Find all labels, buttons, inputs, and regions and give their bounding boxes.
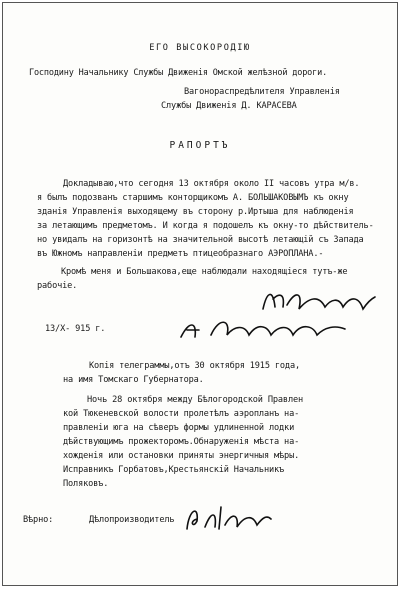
body-line: рабочіе.	[37, 281, 78, 291]
signature-bolshakov	[179, 315, 349, 343]
body-line: Кромѣ меня и Большакова,еще наблюдали находящіеся тутъ-же	[61, 267, 348, 277]
telegram-line: дѣйствующимъ прожекторомъ.Обнаруженія мѣста на-	[63, 437, 300, 447]
body-line: я былъ подозванъ старшимъ конторщикомъ А. БОЛЬШАКОВЫМЪ къ окну	[37, 193, 349, 203]
reference-number: 13/X- 915 г.	[45, 324, 106, 334]
telegram-line: Исправникъ Горбатовъ,Крестьянскій Начальникъ	[63, 465, 285, 475]
verification-mark: Вѣрно:	[23, 515, 54, 525]
body-line: въ Южномъ направленіи предметъ птицеобразнаго АЭРОПЛАНА.-	[37, 249, 324, 259]
body-line: зданія Управленія выходящему въ сторону р.Иртыша для наблюденія	[37, 207, 354, 217]
document-page	[2, 2, 398, 586]
sender-line-2: Службы Движенія Д. КАРАСЕВА	[161, 101, 297, 111]
telegram-line: правленіи юга на сѣверъ формы удлиненной лодки	[63, 423, 295, 433]
sender-line-1: Вагонораспредѣлителя Управленія	[184, 87, 340, 97]
telegram-line: Поляковъ.	[63, 479, 109, 489]
signature-clerk	[183, 503, 273, 535]
body-line: Докладываю,что сегодня 13 октября около II часовъ утра м/в.	[63, 179, 360, 189]
telegram-line: хожденія или остановки приняты энергичныя мѣры.	[63, 451, 300, 461]
body-line: но увидалъ на горизонтѣ на значительной высотѣ летающій съ Запада	[37, 235, 364, 245]
address-line-2: Господину Начальнику Службы Движенія Омской желѣзной дороги.	[29, 68, 328, 78]
signature-karasev	[259, 287, 379, 315]
telegram-line: Ночь 28 октября между Бѣлогородской Правлен	[87, 395, 304, 405]
address-line-1: ЕГО ВЫСОКОРОДІЮ	[149, 43, 251, 53]
clerk-title: Дѣлопроизводитель	[89, 515, 175, 525]
body-line: за летающимъ предметомъ. И когда я подошелъ къ окну-то дѣйствитель-	[37, 221, 374, 231]
telegram-line: кой Тюкеневской волости пролетѣлъ аэропланъ на-	[63, 409, 300, 419]
document-title: РАПОРТЪ	[169, 140, 231, 151]
telegram-line: на имя Томскаго Губернатора.	[63, 375, 204, 385]
telegram-line: Копія телеграммы,отъ 30 октября 1915 года,	[89, 361, 301, 371]
